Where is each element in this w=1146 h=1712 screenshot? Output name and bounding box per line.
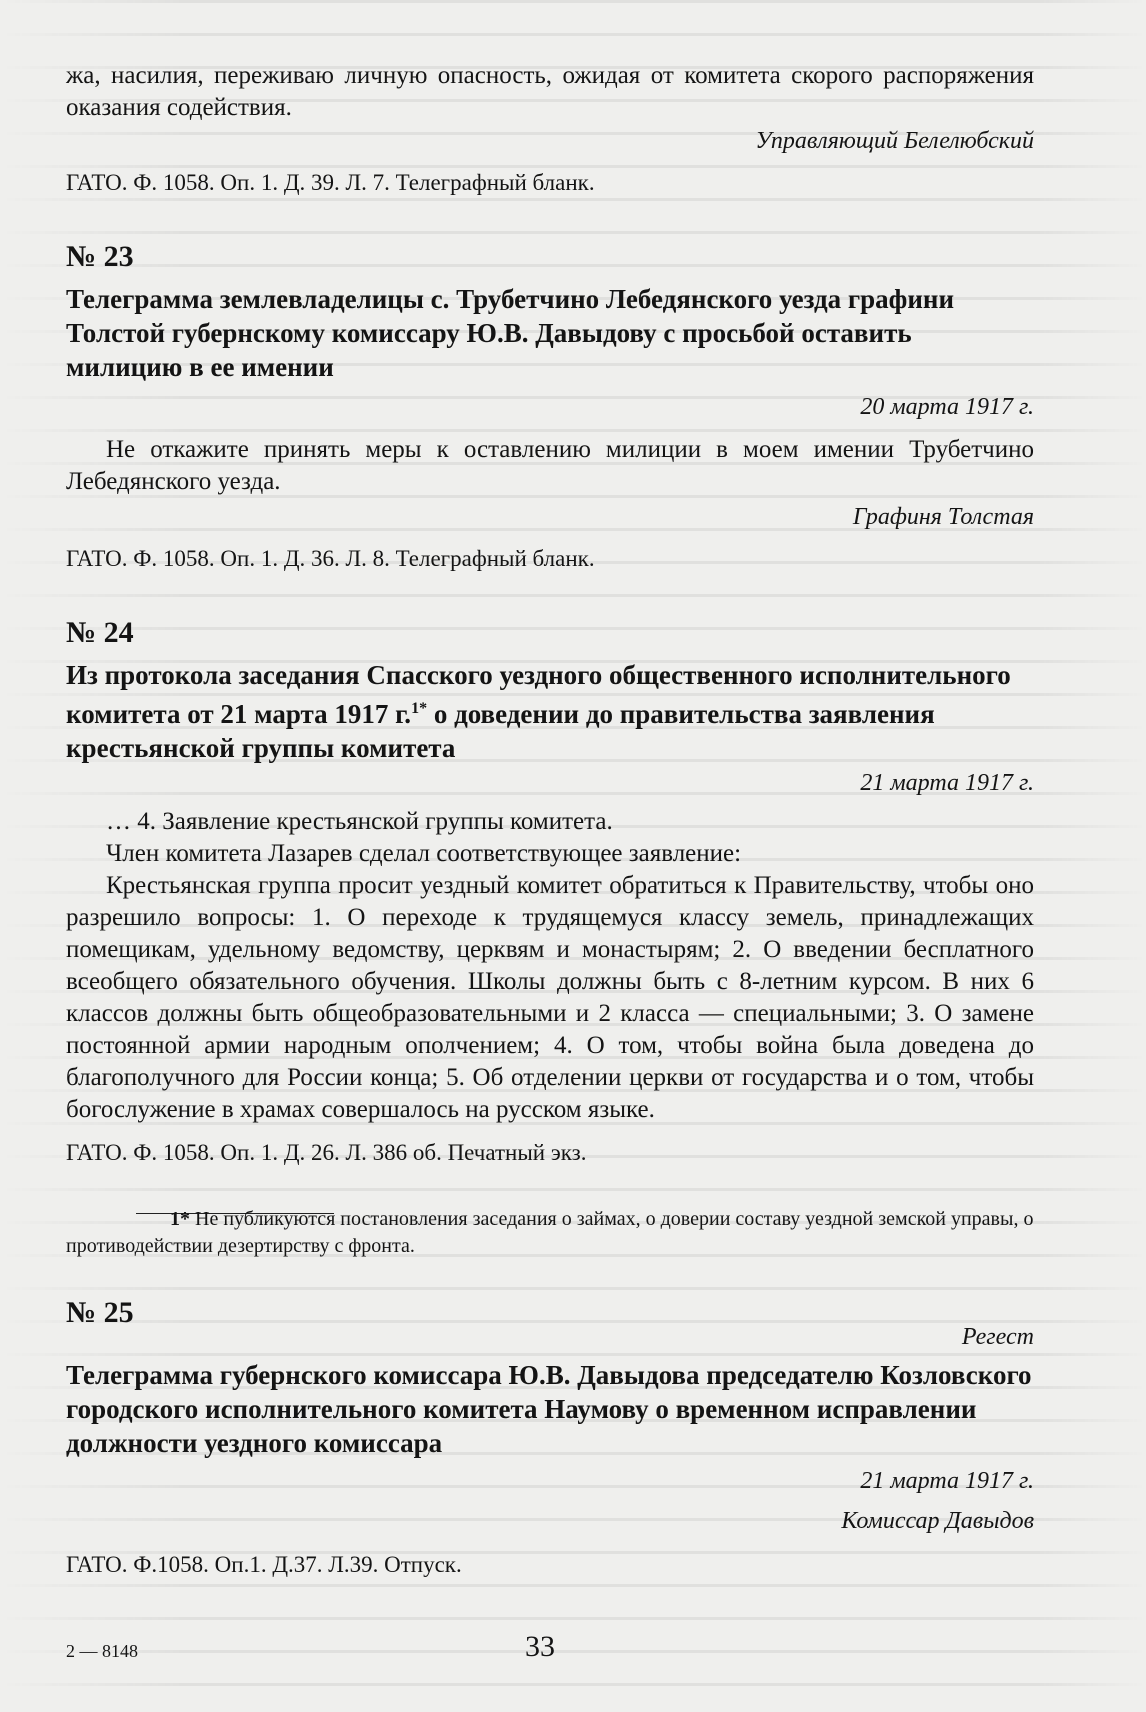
doc-date-23: 20 марта 1917 г. — [860, 394, 1034, 420]
doc-number-23: № 23 — [66, 240, 134, 273]
regest-tag: Регест — [961, 1324, 1034, 1350]
footnote-text: 1* Не публикуются постановления заседания о займах, о доверии составу уездной земской управы, о противодействии дезертирству с фронта. — [66, 1208, 1034, 1257]
source-ref-23: ГАТО. Ф. 1058. Оп. 1. Д. 36. Л. 8. Телеграфный бланк. — [66, 546, 595, 571]
source-ref-top: ГАТО. Ф. 1058. Оп. 1. Д. 39. Л. 7. Телеграфный бланк. — [66, 170, 595, 195]
source-ref-24: ГАТО. Ф. 1058. Оп. 1. Д. 26. Л. 386 об. Печатный экз. — [66, 1140, 587, 1165]
doc-body-23: Не откажите принять меры к оставлению милиции в моем имении Трубетчино Лебедянского уезда. — [66, 436, 1034, 495]
doc-item-4: … 4. Заявление крестьянской группы комитета. — [106, 808, 613, 835]
doc-title-24 — [66, 658, 1034, 765]
doc-number-25: № 25 — [66, 1296, 134, 1329]
signature-tolstaya: Графиня Толстая — [852, 504, 1034, 530]
source-ref-25: ГАТО. Ф.1058. Оп.1. Д.37. Л.39. Отпуск. — [66, 1552, 462, 1577]
doc-title-25: Телеграмма губернского комиссара Ю.В. Давыдова председателю Козловского городского исполнительного комитета Наумову о временном исправлении должности уездного комиссара — [66, 1360, 1032, 1458]
signature-belelyubsky: Управляющий Белелюбский — [755, 128, 1034, 154]
doc-number-24: № 24 — [66, 616, 134, 649]
continued-text: жа, насилия, переживаю личную опасность, ожидая от комитета скорого распоряжения оказания содействия. — [66, 62, 1034, 121]
doc-title-24-end: о доведении до правительства заявления крестьянской группы комитета — [66, 699, 935, 763]
doc-title-24-text: Из протокола заседания Спасского уездного общественного исполнительного комитета от 21 марта 1917 г. — [66, 660, 1011, 729]
doc-date-25: 21 марта 1917 г. — [860, 1468, 1034, 1494]
doc-date-24: 21 марта 1917 г. — [860, 770, 1034, 796]
signature-davydov: Комиссар Давыдов — [841, 1508, 1034, 1534]
footnote-ref: 1* — [411, 700, 428, 717]
doc-statement-body: Крестьянская группа просит уездный комитет обратиться к Правительству, чтобы оно разрешило вопросы: 1. О переходе к трудящемуся классу земель, принадлежащих помещикам, удельному ведомству, церквям и монастырям; 2. О введении бесплатного всеобщего обязательного обучения. Школы должны быть с 8-летним курсом. В них 6 классов должны быть общеобразовательными и 2 класса — специальными; 3. О замене постоянной армии народным ополчением; 4. О том, чтобы война была доведена до благополучного для России конца; 5. Об отделении церкви от государства и о том, чтобы богослужение в храмах совершалось на русском языке. — [66, 872, 1034, 1123]
print-code: 2 — 8148 — [66, 1641, 138, 1661]
page-number: 33 — [525, 1630, 555, 1663]
doc-statement-intro: Член комитета Лазарев сделал соответствующее заявление: — [106, 840, 742, 867]
doc-title-23: Телеграмма землевладелицы с. Трубетчино Лебедянского уезда графини Толстой губернскому комиссару Ю.В. Давыдову с просьбой оставить милицию в ее имении — [66, 284, 955, 382]
